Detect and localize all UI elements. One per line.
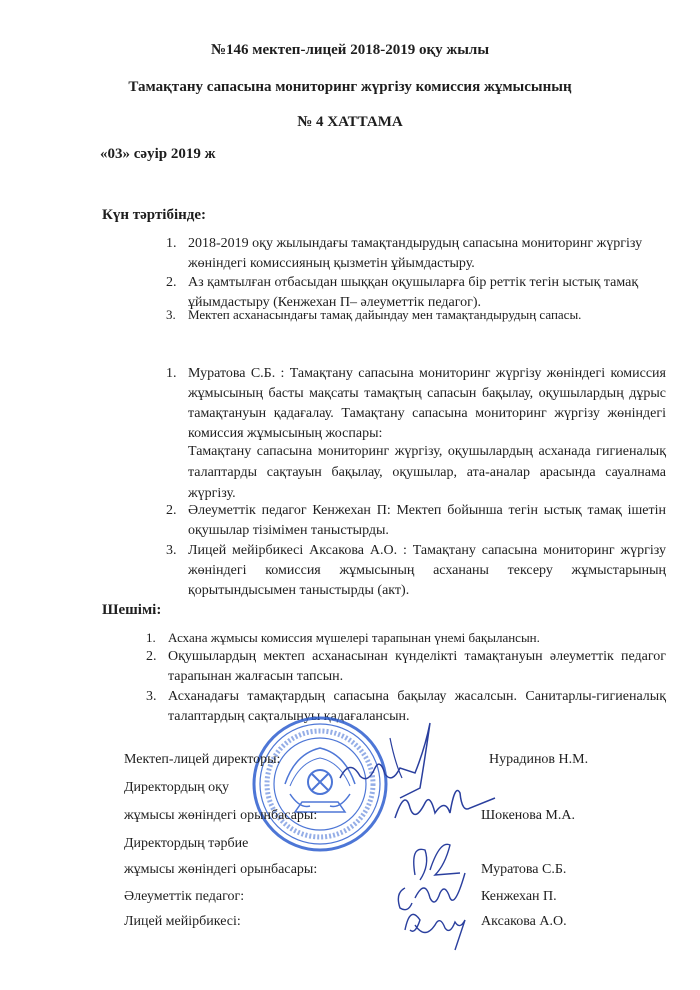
signatory-role: Лицей мейірбикесі:: [124, 914, 241, 929]
signatory-role-prefix: Директордың оқу: [124, 780, 229, 795]
signatory-name: Муратова С.Б.: [481, 862, 567, 877]
agenda-item-line: ұйымдастыру (Кенжехан П– әлеуметтік педагог).: [188, 295, 482, 310]
decision-item-number: 3.: [146, 689, 157, 704]
discussion-item-number: 3.: [166, 543, 177, 558]
agenda-heading: Күн тәртібінде:: [102, 207, 207, 223]
agenda-item-number: 1.: [166, 236, 177, 251]
decision-heading: Шешімі:: [102, 602, 162, 618]
signatory-role: жұмысы жөніндегі орынбасары:: [124, 862, 318, 877]
commission-plan-text: Тамақтану сапасына мониторинг жүргізу, оқушылардың асханада гигиеналық талаптарды сақтауын бақылау, оқушылар, ата-аналар арасында сауалнама жүргізу.: [188, 444, 666, 501]
discussion-item-text: Әлеуметтік педагог Кенжехан П: Мектеп бойынша тегін ыстық тамақ ішетін оқушылар тізімімен таныстырды.: [188, 503, 666, 538]
agenda-item-line: Мектеп асханасындағы тамақ дайындау мен тамақтандырудың сапасы.: [188, 307, 582, 322]
agenda-item-line: 2018-2019 оқу жылындағы тамақтандырудың сапасына мониторинг жүргізу: [188, 236, 643, 251]
commission-line: Тамақтану сапасына мониторинг жүргізу комиссия жұмысының: [128, 79, 572, 95]
signatory-role: Мектеп-лицей директоры:: [124, 752, 281, 767]
decision-item-number: 1.: [146, 630, 156, 645]
signatory-name: Шокенова М.А.: [481, 808, 575, 823]
agenda-item-number: 3.: [166, 307, 176, 322]
nurse-signature-icon: [395, 900, 475, 955]
school-line: №146 мектеп-лицей 2018-2019 оқу жылы: [210, 42, 490, 58]
decision-item-text: Асханадағы тамақтардың сапасына бақылау жасалсын. Санитарлы-гигиеналық талаптардың сақталынуы қадағалансын.: [168, 689, 666, 724]
decision-item-text: Оқушылардың мектеп асханасынан күнделікті тамақтануын әлеуметтік педагог тарапынан жалғасын тапсын.: [168, 649, 666, 684]
decision-item-text: Асхана жұмысы комиссия мүшелері тарапынан үнемі бақылансын.: [168, 630, 540, 645]
decision-item-number: 2.: [146, 649, 157, 664]
signatory-role: Әлеуметтік педагог:: [124, 889, 245, 904]
agenda-item-line: Аз қамтылған отбасыдан шыққан оқушыларға бір реттік тегін ыстық тамақ: [188, 275, 639, 290]
discussion-item-text: Муратова С.Б. : Тамақтану сапасына мониторинг жүргізу жөніндегі комиссия жұмысының басты мақсаты тамақтың сапасын бақылау, оқушылардың дұрыс тамақтануын қадағалау. Тамақтану сапасына мониторинг жүргізу жөніндегі комиссия жұмысының жоспары:: [188, 366, 666, 441]
discussion-item-text: Лицей мейірбикесі Аксакова А.О. : Тамақтану сапасына мониторинг жүргізу жөніндегі комиссия жұмысының асхананы тексеру жұмыстарының қорытындысымен таныстырды (акт).: [188, 543, 666, 598]
agenda-item-number: 2.: [166, 275, 177, 290]
signatory-name: Кенжехан П.: [481, 889, 557, 904]
discussion-item-number: 2.: [166, 503, 177, 518]
protocol-date: «03» сәуір 2019 ж: [100, 146, 216, 162]
signatory-name: Аксакова А.О.: [481, 914, 567, 929]
signatory-name: Нурадинов Н.М.: [489, 752, 589, 767]
agenda-item-line: жөніндегі комиссияның қызметін ұйымдастыру.: [188, 256, 475, 271]
signatory-role-prefix: Директордың тәрбие: [124, 836, 249, 851]
protocol-title: № 4 ХАТТАМА: [297, 114, 403, 130]
signatory-role: жұмысы жөніндегі орынбасары:: [124, 808, 318, 823]
discussion-item-number: 1.: [166, 366, 177, 381]
